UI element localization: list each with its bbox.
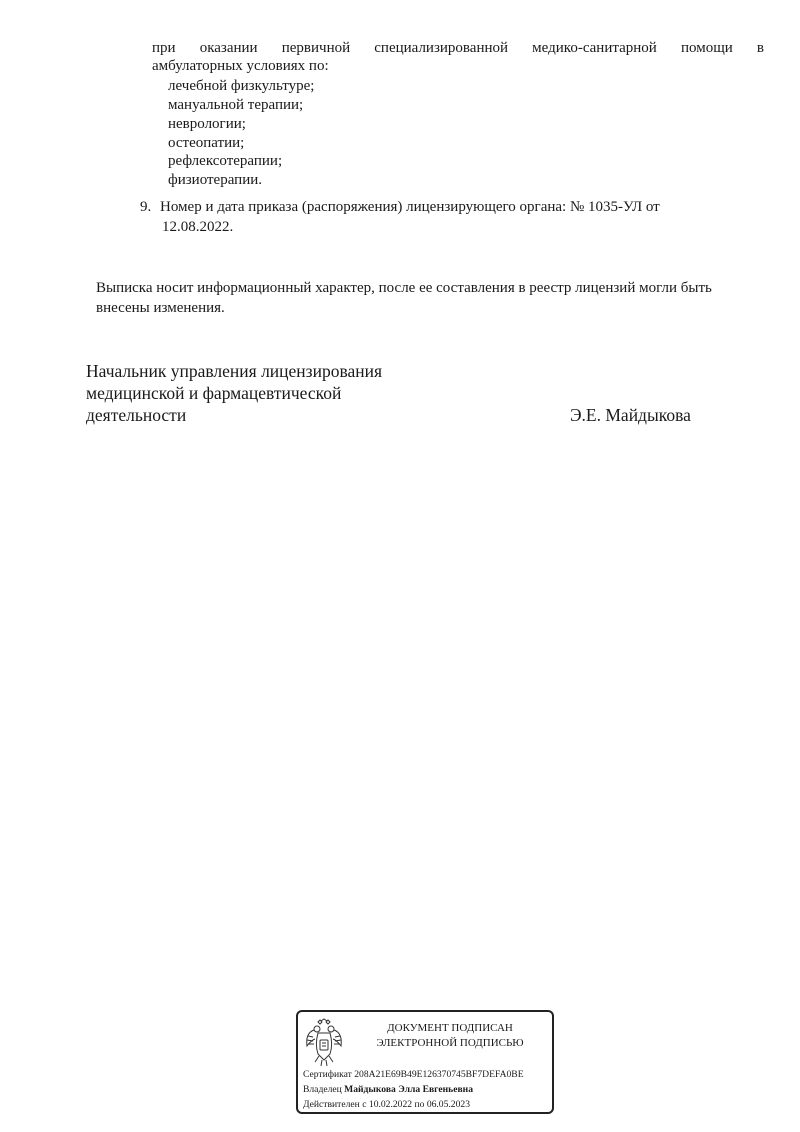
disclaimer-line2: внесены изменения.: [96, 300, 225, 316]
validity-to-word: по: [414, 1099, 425, 1110]
certificate-row: [303, 1068, 524, 1081]
electronic-signature-stamp: [296, 1010, 554, 1114]
signer-position-line2: медицинской и фармацевтической: [86, 383, 342, 403]
service-item: физиотерапии.: [168, 172, 263, 188]
owner-row: [303, 1083, 473, 1096]
signer-name: Э.Е. Майдыкова: [570, 405, 691, 425]
service-item: лечебной физкультуре;: [168, 78, 315, 94]
validity-to-date: 06.05.2023: [426, 1099, 470, 1110]
certificate-label: Сертификат: [303, 1069, 352, 1080]
activity-intro-line1: при оказании первичной специализированной медико-санитарной помощи в: [152, 40, 764, 56]
signer-position-line1: Начальник управления лицензирования: [86, 361, 383, 381]
validity-from-word: с: [362, 1099, 367, 1110]
owner-label: Владелец: [303, 1084, 342, 1095]
owner-value: Майдыкова Элла Евгеньевна: [344, 1084, 474, 1095]
stamp-title-line1: ДОКУМЕНТ ПОДПИСАН: [387, 1022, 513, 1034]
validity-row: [303, 1098, 470, 1111]
service-item: мануальной терапии;: [168, 97, 304, 113]
order-date: 12.08.2022.: [162, 219, 234, 235]
service-item: неврологии;: [168, 116, 246, 132]
double-headed-eagle-emblem-icon: [304, 1018, 344, 1068]
disclaimer-line1: Выписка носит информационный характер, после ее составления в реестр лицензий могли быть: [96, 280, 712, 296]
activity-intro-line2: амбулаторных условиях по:: [152, 58, 329, 74]
order-item-number: 9.: [140, 199, 152, 215]
stamp-title-line2: ЭЛЕКТРОННОЙ ПОДПИСЬЮ: [376, 1037, 524, 1049]
order-item: [140, 198, 660, 216]
validity-from-date: 10.02.2022: [368, 1099, 413, 1110]
service-item: остеопатии;: [168, 135, 245, 151]
signer-position-line3: деятельности: [86, 405, 187, 425]
validity-label: Действителен: [303, 1099, 360, 1110]
certificate-value: 208A21E69B49E126370745BF7DEFA0BE: [354, 1069, 524, 1080]
order-item-text: Номер и дата приказа (распоряжения) лицензирующего органа: № 1035-УЛ от: [160, 199, 660, 215]
service-item: рефлексотерапии;: [168, 153, 283, 169]
